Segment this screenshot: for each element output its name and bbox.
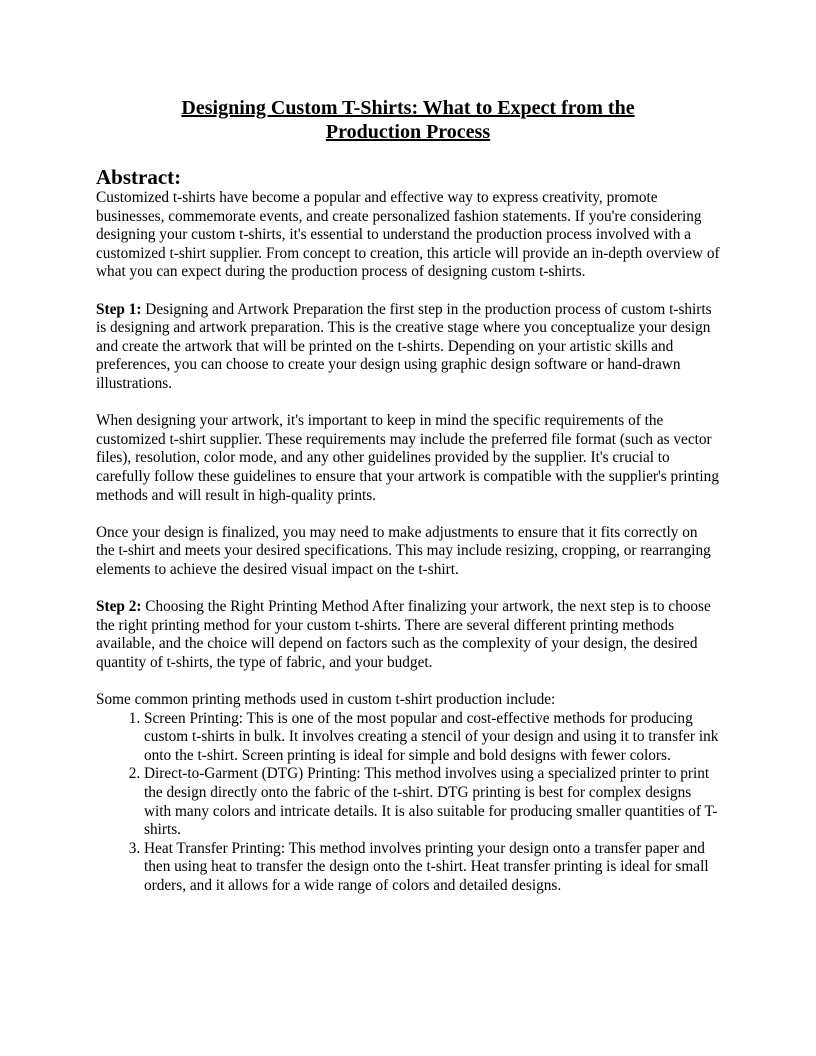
step2-text: Choosing the Right Printing Method After finalizing your artwork, the next step is to choose the right printing method for your custom t-shirts. There are several different printing methods available, and the choice will depend on factors such as the complexity of your design, the desired quantity of t-shirts, the type of fabric, and your budget. — [96, 598, 711, 671]
step1-label: Step 1: — [96, 300, 142, 318]
printing-methods-list — [96, 710, 720, 896]
design-finalized-paragraph: Once your design is finalized, you may need to make adjustments to ensure that it fits correctly on the t-shirt and meets your desired specifications. This may include resizing, cropping, or rearranging elements to achieve the desired visual impact on the t-shirt. — [96, 523, 711, 578]
document-page — [96, 96, 720, 896]
artwork-requirements-paragraph: When designing your artwork, it's important to keep in mind the specific requirements of the customized t-shirt supplier. These requirements may include the preferred file format (such as vector files), resolution, color mode, and any other guidelines provided by the supplier. It's crucial to carefully follow these guidelines to ensure that your artwork is compatible with the supplier's printing methods and will result in high-quality prints. — [96, 412, 719, 504]
abstract-paragraph: Customized t-shirts have become a popular and effective way to express creativity, promote businesses, commemorate events, and create personalized fashion statements. If you're considering designing your custom t-shirts, it's essential to understand the production process involved with a customized t-shirt supplier. From concept to creation, this article will provide an in-depth overview of what you can expect during the production process of designing custom t-shirts. — [96, 189, 720, 281]
document-title: Designing Custom T-Shirts: What to Expect from the Production Process — [181, 97, 635, 143]
abstract-heading: Abstract: — [96, 165, 182, 189]
methods-intro: Some common printing methods used in custom t-shirt production include: — [96, 691, 556, 709]
list-item: 3. Heat Transfer Printing: This method involves printing your design onto a transfer paper and then using heat to transfer the design onto the t-shirt. Heat transfer printing is ideal for small orders, and it allows for a wide range of colors and detailed designs. — [144, 840, 720, 896]
list-item: 2. Direct-to-Garment (DTG) Printing: This method involves using a specialized printer to print the design directly onto the fabric of the t-shirt. DTG printing is best for complex designs with many colors and intricate details. It is also suitable for producing smaller quantities of T-shirts. — [144, 765, 720, 839]
step1-paragraph — [96, 301, 720, 394]
step2-label: Step 2: — [96, 598, 142, 616]
list-item: 1. Screen Printing: This is one of the most popular and cost-effective methods for producing custom t-shirts in bulk. It involves creating a stencil of your design and using it to transfer ink onto the t-shirt. Screen printing is ideal for simple and bold designs with fewer colors. — [144, 710, 720, 766]
step1-text: Designing and Artwork Preparation the first step in the production process of custom t-shirts is designing and artwork preparation. This is the creative stage where you conceptualize your design and create the artwork that will be printed on the t-shirts. Depending on your artistic skills and preferences, you can choose to create your design using graphic design software or hand-drawn illustrations. — [96, 300, 712, 392]
step2-paragraph — [96, 598, 720, 672]
